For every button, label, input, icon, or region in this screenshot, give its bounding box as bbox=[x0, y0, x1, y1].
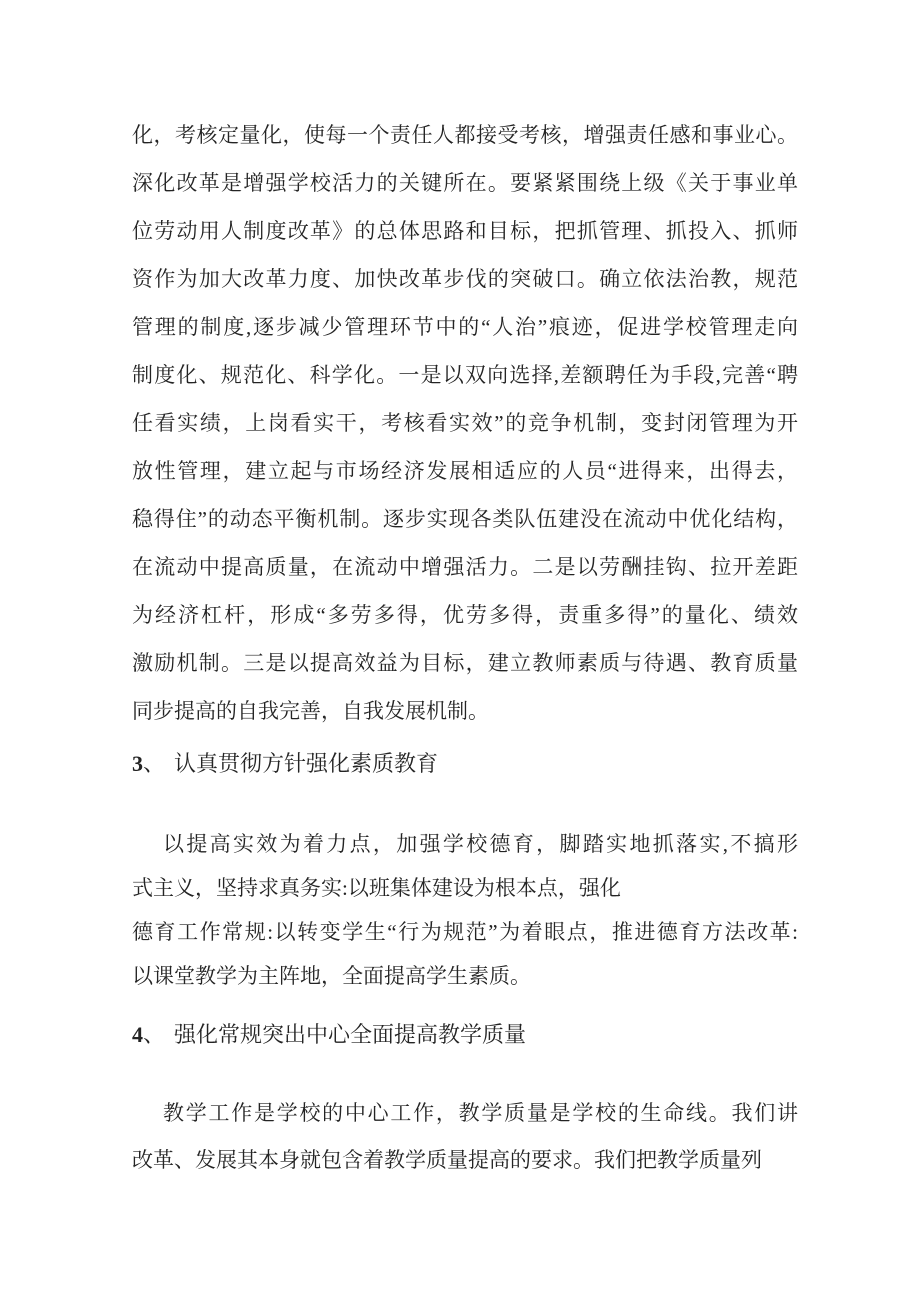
text-line: 式主义，坚持求真务实:以班集体建设为根本点，强化 bbox=[132, 876, 621, 900]
text-line: 德育工作常规:以转变学生“行为规范”为着眼点，推进德育方法改革: bbox=[132, 920, 798, 944]
text-line: 制度化、规范化、科学化。一是以双向选择,差额聘任为手段,完善“聘 bbox=[132, 363, 798, 387]
text-line: 任看实绩，上岗看实干，考核看实效”的竞争机制，变封闭管理为开 bbox=[132, 411, 798, 435]
heading-separator: 、 bbox=[143, 1022, 166, 1047]
section-3-paragraph bbox=[132, 822, 798, 998]
text-line: 以课堂教学为主阵地，全面提高学生素质。 bbox=[132, 964, 531, 988]
text-line: 放性管理，建立起与市场经济发展相适应的人员“进得来，出得去， bbox=[132, 459, 798, 483]
heading-number: 4 bbox=[132, 1022, 143, 1047]
text-line: 管理的制度,逐步减少管理环节中的“人治”痕迹，促进学校管理走向 bbox=[132, 315, 798, 339]
section-4-paragraph bbox=[132, 1090, 798, 1184]
text-line: 同步提高的自我完善，自我发展机制。 bbox=[132, 699, 489, 723]
paragraph-continuation bbox=[132, 111, 798, 735]
section-heading-4 bbox=[132, 1011, 798, 1059]
text-line: 教学工作是学校的中心工作，教学质量是学校的生命线。我们讲 bbox=[163, 1101, 798, 1125]
text-line: 稳得住”的动态平衡机制。逐步实现各类队伍建没在流动中优化结构， bbox=[132, 507, 798, 531]
text-line: 化，考核定量化，使每一个责任人都接受考核，增强责任感和事业心。 bbox=[132, 123, 798, 147]
section-heading-3 bbox=[132, 740, 798, 788]
heading-title: 强化常规突出中心全面提高教学质量 bbox=[174, 1022, 527, 1047]
text-line: 激励机制。三是以提高效益为目标，建立教师素质与待遇、教育质量 bbox=[132, 651, 798, 675]
text-line: 位劳动用人制度改革》的总体思路和目标，把抓管理、抓投入、抓师 bbox=[132, 219, 798, 243]
text-line: 为经济杠杆，形成“多劳多得，优劳多得，责重多得”的量化、绩效 bbox=[132, 603, 798, 627]
text-line: 资作为加大改革力度、加快改革步伐的突破口。确立依法治教，规范 bbox=[132, 267, 798, 291]
text-line: 在流动中提高质量，在流动中增强活力。二是以劳酬挂钩、拉开差距 bbox=[132, 555, 798, 579]
page-content bbox=[132, 111, 798, 1184]
text-line: 深化改革是增强学校活力的关键所在。要紧紧围绕上级《关于事业单 bbox=[132, 171, 798, 195]
heading-title: 认真贯彻方针强化素质教育 bbox=[174, 751, 439, 776]
heading-separator: 、 bbox=[143, 751, 166, 776]
text-line: 以提高实效为着力点，加强学校德育，脚踏实地抓落实,不搞形 bbox=[163, 832, 798, 856]
text-line: 改革、发展其本身就包含着教学质量提高的要求。我们把教学质量列 bbox=[132, 1148, 762, 1172]
heading-number: 3 bbox=[132, 751, 143, 776]
